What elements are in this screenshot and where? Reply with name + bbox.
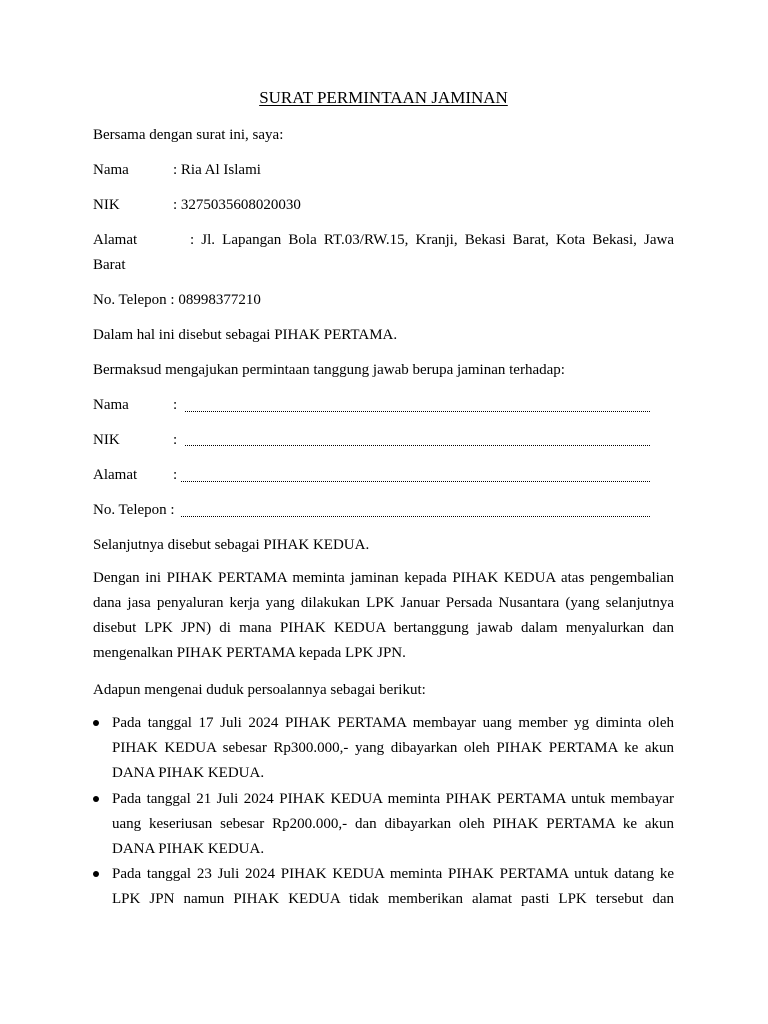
maksud-text: Bermaksud mengajukan permintaan tanggung jawab berupa jaminan terhadap:: [93, 362, 565, 378]
list-item-line: DANA PIHAK KEDUA.: [112, 765, 265, 781]
sebut-pihak-pertama: Dalam hal ini disebut sebagai PIHAK PERTAMA.: [93, 327, 398, 343]
bullet-icon: [93, 871, 99, 877]
list-item-text: [112, 787, 674, 862]
nama-label: Nama: [93, 162, 129, 178]
alamat-blank-line: [181, 481, 650, 482]
list-item-line: PIHAK KEDUA sebesar Rp300.000,- yang dibayarkan oleh PIHAK PERTAMA ke akun: [112, 740, 674, 756]
list-item-line: Pada tanggal 17 Juli 2024 PIHAK PERTAMA membayar uang member yg diminta oleh: [112, 715, 674, 731]
document-page: [93, 0, 674, 1024]
bullet-icon: [93, 720, 99, 726]
list-item-line: Pada tanggal 23 Juli 2024 PIHAK KEDUA meminta PIHAK PERTAMA untuk datang ke: [112, 866, 674, 882]
list-item-line: Pada tanggal 21 Juli 2024 PIHAK KEDUA meminta PIHAK PERTAMA untuk membayar: [112, 791, 674, 807]
alamat-colon: :: [173, 467, 178, 483]
list-item-text: [112, 862, 674, 912]
nik-label: NIK: [93, 197, 120, 213]
pihak-pertama-alamat: [93, 230, 674, 250]
alamat-label: Alamat: [93, 232, 138, 248]
telepon-blank-line: [181, 516, 650, 517]
list-item-text: [112, 711, 674, 786]
pihak-kedua-telepon: [93, 500, 674, 520]
nik-colon: :: [173, 432, 178, 448]
paragraf-line: disebut LPK JPN) di mana PIHAK KEDUA bertanggung jawab dalam menyalurkan dan: [93, 620, 674, 636]
document-title: SURAT PERMINTAAN JAMINAN: [259, 88, 508, 107]
paragraf-jaminan: [93, 566, 674, 666]
nama-value: : Ria Al Islami: [173, 162, 261, 178]
pihak-pertama-nama: [93, 160, 674, 180]
pihak-kedua-alamat: [93, 465, 674, 485]
pihak-pertama-telepon: No. Telepon : 08998377210: [93, 292, 261, 308]
duduk-persoalan: Adapun mengenai duduk persoalannya sebagai berikut:: [93, 682, 426, 698]
paragraf-line: Dengan ini PIHAK PERTAMA meminta jaminan kepada PIHAK KEDUA atas pengembalian: [93, 570, 674, 586]
list-item-line: uang keseriusan sebesar Rp200.000,- dan dibayarkan oleh PIHAK PERTAMA ke akun: [112, 816, 674, 832]
alamat-value-line1: : Jl. Lapangan Bola RT.03/RW.15, Kranji, Bekasi Barat, Kota Bekasi, Jawa: [190, 232, 674, 248]
alamat-label: Alamat: [93, 467, 138, 483]
alamat-value-line2: Barat: [93, 257, 126, 273]
pihak-pertama-nik: [93, 195, 674, 215]
nik-label: NIK: [93, 432, 120, 448]
paragraf-line: mengenalkan PIHAK PERTAMA kepada LPK JPN.: [93, 645, 406, 661]
telepon-label: No. Telepon :: [93, 502, 175, 518]
nama-label: Nama: [93, 397, 129, 413]
nama-blank-line: [185, 411, 650, 412]
sebut-pihak-kedua: Selanjutnya disebut sebagai PIHAK KEDUA.: [93, 537, 370, 553]
bullet-icon: [93, 796, 99, 802]
nik-blank-line: [185, 445, 650, 446]
list-item-line: DANA PIHAK KEDUA.: [112, 841, 265, 857]
intro-text: Bersama dengan surat ini, saya:: [93, 127, 284, 143]
list-item-line: LPK JPN namun PIHAK KEDUA tidak memberikan alamat pasti LPK tersebut dan: [112, 891, 674, 907]
pihak-kedua-nama: [93, 395, 674, 415]
pihak-kedua-nik: [93, 430, 674, 450]
nik-value: : 3275035608020030: [173, 197, 301, 213]
paragraf-line: dana jasa penyaluran kerja yang dilakukan LPK Januar Persada Nusantara (yang selanjutnya: [93, 595, 674, 611]
nama-colon: :: [173, 397, 178, 413]
